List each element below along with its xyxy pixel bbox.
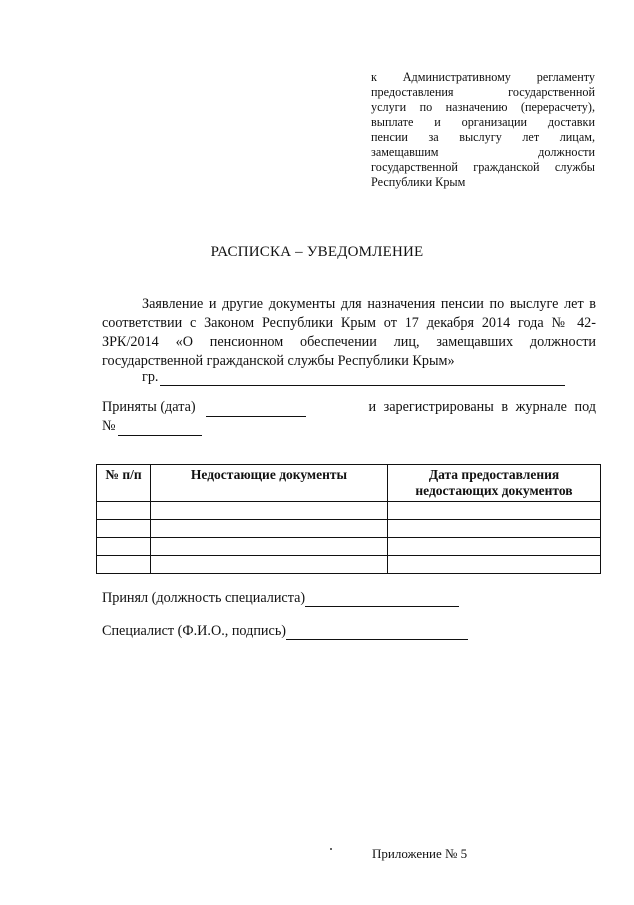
- registered-label: и зарегистрированы в журнале под: [368, 399, 596, 415]
- annex-line: Республики Крым: [371, 175, 466, 189]
- journal-number-label: №: [102, 418, 116, 434]
- specialist-label: Специалист (Ф.И.О., подпись): [102, 623, 287, 639]
- missing-documents-table: [96, 464, 601, 574]
- header-missing-documents: Недостающие документы: [151, 465, 388, 502]
- header-submission-date: Дата предоставления недостающих документов: [388, 465, 601, 502]
- table-cell[interactable]: [151, 502, 388, 520]
- table-cell[interactable]: [151, 538, 388, 556]
- table-cell[interactable]: [151, 520, 388, 538]
- annex-line: услуги по назначению (перерасчету),: [371, 100, 595, 114]
- table-cell[interactable]: [388, 520, 601, 538]
- accepted-date-label: Приняты (дата): [102, 399, 196, 415]
- accepted-date-field[interactable]: [206, 403, 306, 417]
- annex-line: пенсии за выслугу лет лицам,: [371, 130, 595, 144]
- table-cell[interactable]: [388, 556, 601, 574]
- specialist-line: [102, 623, 468, 640]
- annex-reference: [371, 70, 595, 190]
- table-row: [97, 502, 601, 520]
- annex-line: государственной гражданской службы: [371, 160, 595, 174]
- table-cell[interactable]: [151, 556, 388, 574]
- statement-paragraph: Заявление и другие документы для назначения пенсии по выслуге лет в соответствии с Законом Республики Крым от 17 декабря 2014 года № 42-ЗРК/2014 «О пенсионном обеспечении лиц, замещавших должности государственной гражданской службы Республики Крым»: [102, 296, 596, 369]
- table-cell[interactable]: [97, 556, 151, 574]
- table-cell[interactable]: [97, 520, 151, 538]
- citizen-name-line: [142, 369, 565, 386]
- table-row: [97, 538, 601, 556]
- annex-line: предоставления государственной: [371, 85, 595, 99]
- received-by-field[interactable]: [305, 593, 459, 607]
- table-header-row: [97, 465, 601, 502]
- received-by-label: Принял (должность специалиста): [102, 590, 306, 606]
- journal-number-field[interactable]: [118, 422, 202, 436]
- scan-dot: [330, 848, 332, 850]
- table-row: [97, 520, 601, 538]
- citizen-prefix: гр.: [142, 369, 159, 385]
- specialist-signature-field[interactable]: [286, 626, 468, 640]
- header-number: № п/п: [97, 465, 151, 502]
- citizen-name-field[interactable]: [160, 372, 565, 386]
- appendix-label: Приложение № 5: [372, 846, 468, 861]
- document-title: РАСПИСКА – УВЕДОМЛЕНИЕ: [210, 244, 424, 260]
- table-cell[interactable]: [97, 502, 151, 520]
- annex-line: выплате и организации доставки: [371, 115, 595, 129]
- annex-line: замещавшим должности: [371, 145, 595, 159]
- table-row: [97, 556, 601, 574]
- table-cell[interactable]: [388, 538, 601, 556]
- table-cell[interactable]: [388, 502, 601, 520]
- received-by-line: [102, 590, 459, 607]
- table-cell[interactable]: [97, 538, 151, 556]
- acceptance-block: [102, 398, 596, 436]
- annex-line: к Административному регламенту: [371, 70, 595, 84]
